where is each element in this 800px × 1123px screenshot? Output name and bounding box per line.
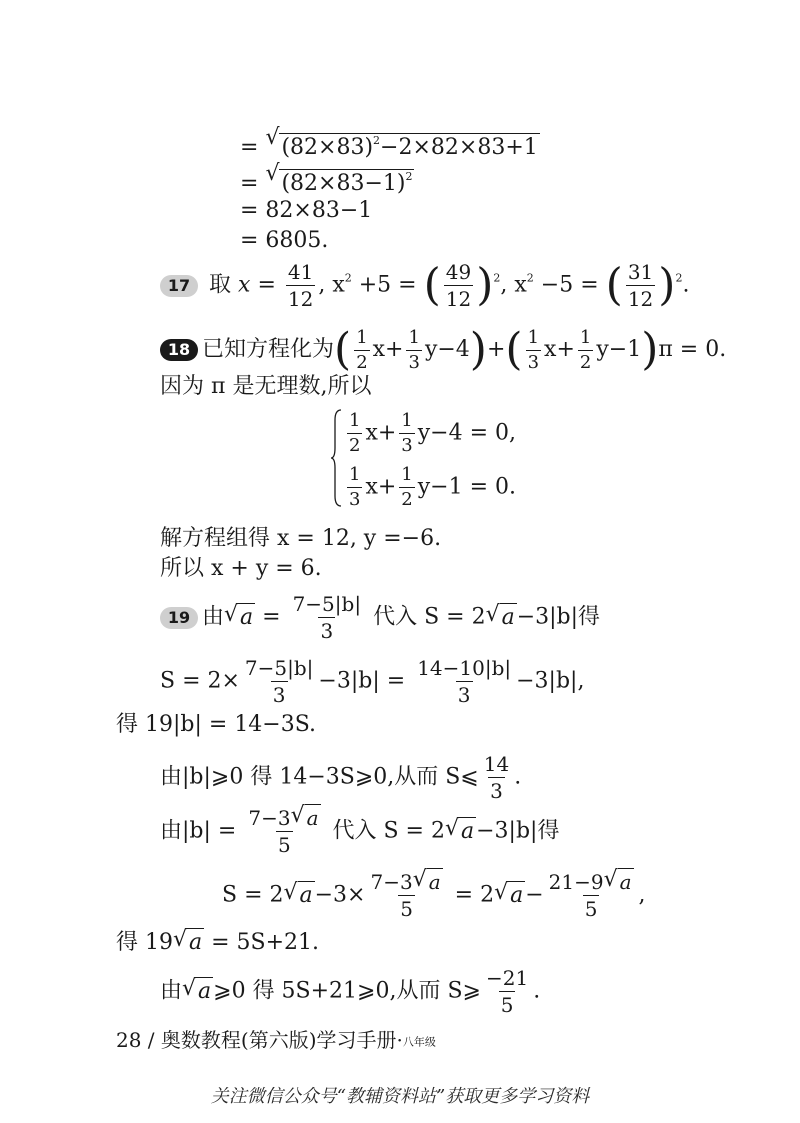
left-paren: (	[605, 259, 623, 311]
text: 得 19	[116, 930, 173, 955]
numerator	[369, 867, 445, 895]
text: x+	[372, 337, 404, 362]
grade-label: 八年级	[402, 1035, 436, 1049]
equals-sign: =	[262, 604, 281, 630]
square-root: √ a	[283, 879, 313, 908]
denominator: 3	[527, 351, 540, 373]
radicand: a	[510, 882, 524, 908]
radicand: a	[189, 930, 203, 955]
equals-sign: =	[240, 135, 259, 160]
text: 7−3	[248, 806, 291, 830]
fraction	[286, 262, 315, 309]
text: 21−9	[548, 870, 604, 894]
denominator: 5	[278, 833, 291, 857]
text: y−1	[596, 337, 642, 362]
right-paren: )	[476, 259, 494, 311]
text: 由|b| =	[160, 818, 237, 844]
period: .	[533, 978, 541, 1004]
numerator: 1	[349, 410, 361, 431]
square-root: √ a	[290, 803, 319, 830]
problem-18-sum: 所以 x + y = 6.	[160, 556, 322, 581]
problem-19-get-1: 得 19|b| = 14−3S.	[116, 712, 317, 737]
left-paren: (	[334, 324, 352, 375]
text: 由|b|⩾0 得 14−3S⩾0,从而 S⩽	[160, 764, 479, 790]
square-root: √ a	[173, 927, 203, 955]
exponent: 2	[526, 271, 534, 285]
problem-number-badge: 17	[160, 275, 198, 297]
problem-19-from-2	[160, 968, 540, 1015]
text: 已知方程化为	[202, 337, 335, 362]
problem-number-badge: 18	[160, 339, 198, 361]
equation-system	[330, 408, 590, 508]
left-paren: (	[423, 259, 441, 311]
eq-line-3: = 82×83−1	[240, 198, 373, 223]
text: ,	[638, 882, 646, 908]
denominator: 3	[490, 779, 503, 803]
problem-18-solution: 解方程组得 x = 12, y =−6.	[160, 526, 442, 551]
variable: x	[238, 272, 251, 298]
square-root: √ a	[182, 975, 212, 1004]
exponent: 2	[675, 271, 683, 285]
fraction	[347, 466, 362, 509]
denominator: 2	[349, 435, 361, 456]
fraction	[578, 326, 593, 373]
eq-line-2	[240, 162, 414, 199]
fraction	[399, 466, 414, 509]
numerator: 7−5|b|	[244, 656, 314, 680]
exponent: 2	[493, 271, 501, 285]
right-paren: )	[658, 259, 676, 311]
numerator: 31	[627, 260, 654, 284]
text: ⩾0 得 5S+21⩾0,从而 S⩾	[213, 978, 481, 1004]
denominator: 2	[579, 351, 592, 373]
text: 由	[160, 978, 183, 1004]
denominator: 2	[356, 351, 368, 373]
watermark-text: 关注微信公众号“教辅资料站”获取更多学习资料	[210, 1086, 590, 1107]
denominator: 12	[445, 287, 472, 311]
square-root: √ a	[224, 601, 254, 630]
numerator: 7−5|b|	[292, 592, 362, 616]
text: 由	[202, 604, 225, 630]
problem-number-badge: 19	[160, 607, 198, 629]
fraction	[369, 867, 445, 921]
exponent: 2	[373, 134, 381, 147]
right-paren: )	[641, 324, 659, 375]
problem-19-from-1	[160, 754, 521, 801]
system-eq-1	[344, 412, 516, 455]
text: −3|b|,	[516, 668, 585, 694]
radicand-rest: −2×82×83+1	[380, 135, 538, 160]
radicand: a	[299, 882, 313, 908]
radicand: a	[428, 870, 441, 894]
text: −5 =	[540, 272, 599, 298]
book-title: 奥数教程(第六版)学习手册·	[160, 1028, 403, 1052]
left-brace	[330, 408, 342, 508]
numerator: −21	[485, 966, 529, 990]
square-root: √ a	[485, 601, 515, 630]
numerator: 49	[445, 260, 472, 284]
numerator: 14−10|b|	[417, 656, 512, 680]
radicand: a	[240, 604, 254, 630]
eq-line-4: = 6805.	[240, 228, 329, 253]
numerator: 1	[527, 326, 540, 348]
problem-18-because: 因为 π 是无理数,所以	[160, 374, 372, 399]
numerator: 1	[349, 464, 361, 485]
text: S = 2	[222, 882, 284, 908]
numerator: 1	[579, 326, 592, 348]
text: 取	[209, 272, 232, 298]
denominator: 12	[627, 287, 654, 311]
problem-19	[160, 594, 600, 641]
fraction	[526, 326, 541, 373]
fraction	[626, 262, 655, 309]
problem-19-s-expression	[160, 658, 584, 705]
text: 7−3	[370, 870, 413, 894]
text: 代入 S = 2	[332, 818, 445, 844]
denominator: 2	[401, 489, 413, 510]
system-eq-2	[344, 466, 516, 509]
text: y−4 = 0,	[417, 420, 517, 446]
page-number: 28 /	[116, 1028, 155, 1052]
eq-line-1	[240, 126, 540, 163]
fraction	[243, 658, 316, 705]
numerator: 41	[287, 260, 314, 284]
numerator: 1	[408, 326, 420, 348]
denominator: 5	[584, 897, 598, 921]
fraction	[482, 754, 511, 801]
radicand: (82×83)	[281, 135, 374, 160]
problem-19-s-expression-2	[222, 867, 646, 921]
page-footer	[116, 1024, 436, 1053]
text: , x	[318, 272, 345, 298]
denominator: 3	[349, 489, 361, 510]
denominator: 3	[272, 683, 286, 707]
plus-sign: +	[486, 337, 506, 362]
fraction	[415, 658, 513, 705]
text: y−4	[424, 337, 470, 362]
text: −3|b|得	[476, 818, 560, 844]
text: +5 =	[358, 272, 417, 298]
exponent: 2	[405, 170, 413, 183]
numerator: 14	[483, 752, 510, 776]
radicand: a	[501, 604, 515, 630]
denominator: 5	[500, 993, 514, 1017]
numerator: 1	[401, 410, 413, 431]
numerator	[246, 803, 322, 831]
text: = 2	[454, 882, 495, 908]
denominator: 3	[457, 683, 471, 707]
square-root: √ a	[494, 879, 524, 908]
numerator	[547, 867, 636, 895]
square-root: √ $(82\times 83)^2-2\times 82\times 83+1$	[265, 125, 538, 160]
text: x+	[544, 337, 575, 362]
right-paren: )	[469, 324, 487, 375]
fraction	[246, 803, 322, 857]
problem-19-b-sub	[160, 803, 560, 857]
denominator: 3	[401, 435, 413, 456]
period: .	[514, 764, 522, 790]
fraction	[347, 412, 362, 455]
text: 代入 S = 2	[373, 604, 486, 630]
equals-sign: =	[257, 272, 276, 298]
text: −	[525, 882, 544, 908]
fraction	[444, 262, 473, 309]
text: x+	[365, 420, 397, 446]
denominator: 12	[287, 287, 314, 311]
radicand: a	[198, 978, 212, 1004]
period: .	[682, 272, 690, 298]
fraction	[291, 594, 364, 641]
radicand: a	[306, 806, 319, 830]
text: −3×	[314, 882, 366, 908]
fraction	[484, 968, 530, 1015]
exponent: 2	[344, 271, 352, 285]
problem-18	[160, 324, 727, 375]
text: π = 0.	[658, 337, 727, 362]
square-root: √ a	[603, 867, 632, 894]
text: S = 2×	[160, 668, 240, 694]
equals-sign: =	[240, 171, 259, 196]
problem-19-get-2	[116, 928, 319, 958]
text: y−1 = 0.	[417, 474, 517, 500]
radicand: a	[460, 818, 475, 844]
left-paren: (	[505, 324, 523, 375]
text: , x	[500, 272, 527, 298]
fraction	[354, 326, 369, 373]
radicand: (82×83−1)	[281, 171, 406, 196]
text: = 5S+21.	[211, 930, 320, 955]
numerator: 1	[356, 326, 368, 348]
square-root: √ $(82\times 83-1)^2$	[265, 161, 413, 196]
numerator: 1	[401, 464, 413, 485]
text: x+	[365, 474, 397, 500]
fraction	[406, 326, 421, 373]
square-root: √ a	[412, 867, 441, 894]
problem-17	[160, 259, 690, 311]
text: −3|b| =	[318, 668, 406, 694]
fraction	[547, 867, 636, 921]
denominator: 3	[408, 351, 420, 373]
text: −3|b|得	[516, 604, 601, 630]
fraction	[399, 412, 414, 455]
denominator: 5	[400, 897, 413, 921]
square-root: √ a	[444, 815, 475, 844]
denominator: 3	[320, 619, 334, 643]
radicand: a	[619, 870, 632, 894]
